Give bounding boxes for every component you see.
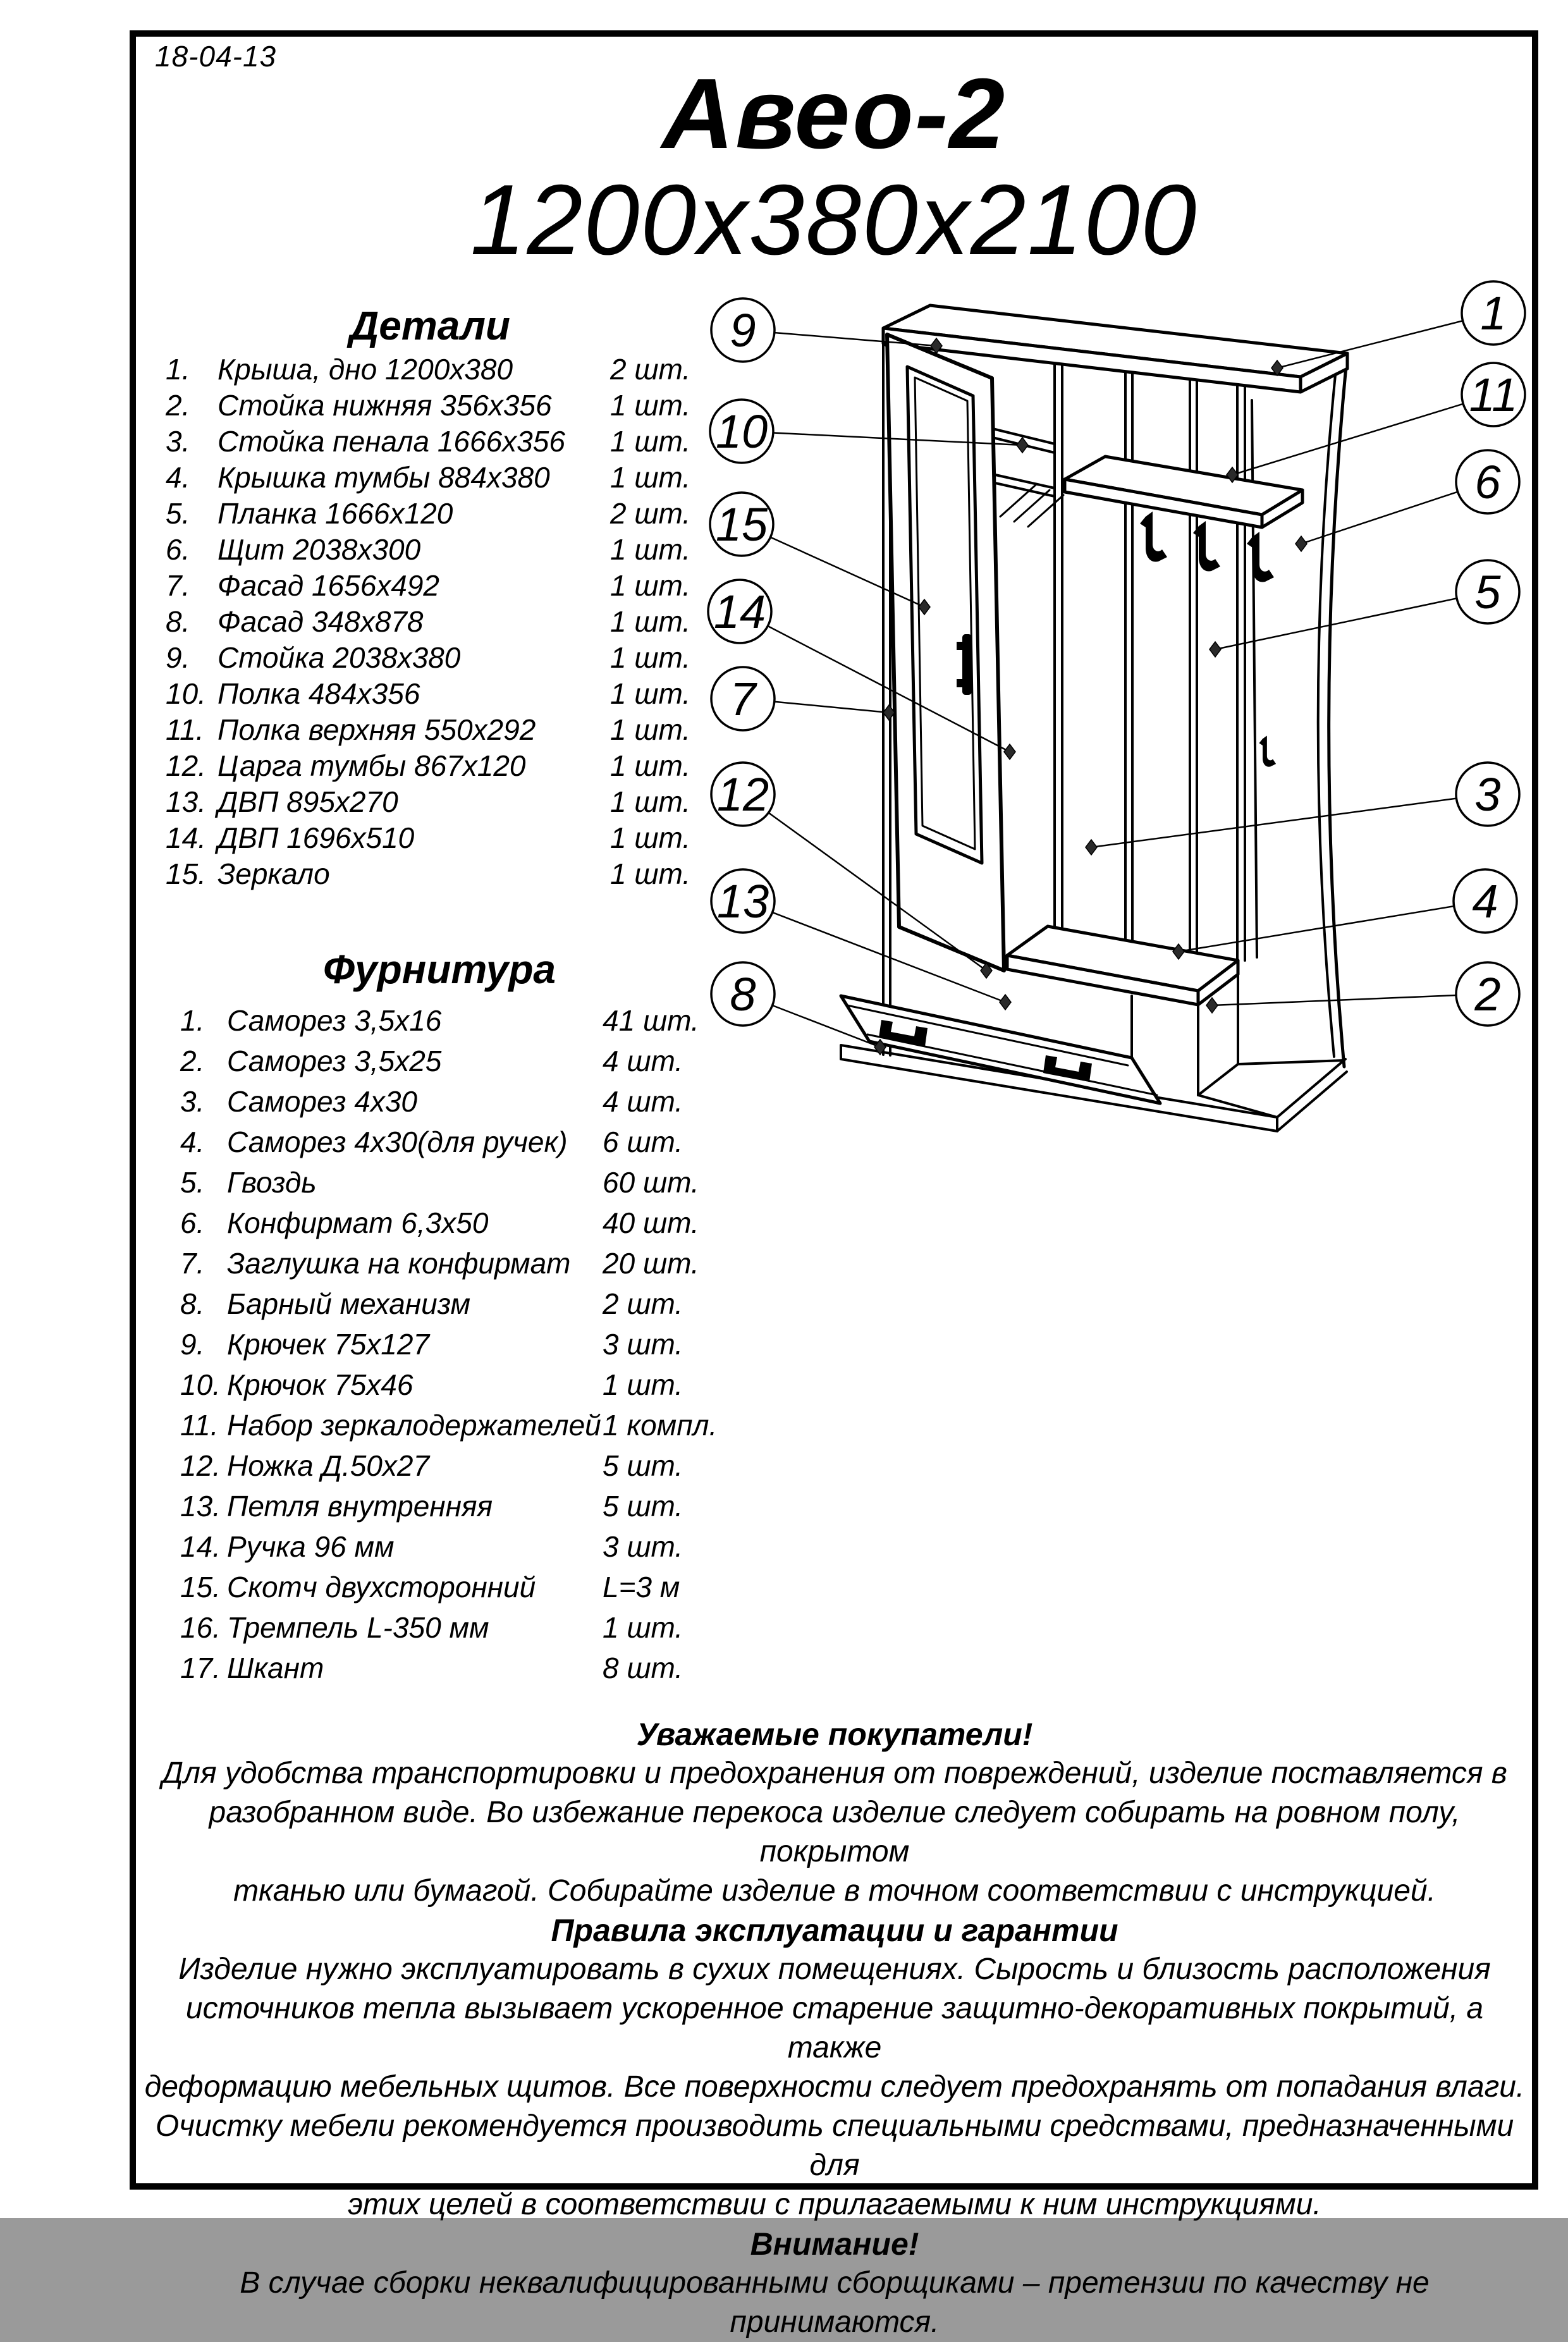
note-line: Изделие нужно эксплуатировать в сухих помещениях. Сырость и близость расположения bbox=[178, 1953, 1491, 1986]
hardware-row bbox=[180, 1243, 711, 1284]
pointer-diamond bbox=[1017, 438, 1028, 453]
parts-row-num: 2. bbox=[166, 389, 190, 422]
parts-row-num: 10. bbox=[166, 677, 206, 710]
callout-number: 11 bbox=[1469, 369, 1518, 421]
parts-row-num: 15. bbox=[166, 857, 206, 890]
furniture-drawing bbox=[689, 262, 1555, 1154]
parts-row-qty: 1 шт. bbox=[610, 605, 691, 638]
leader-line bbox=[1212, 994, 1488, 1005]
callout-number: 2 bbox=[1474, 968, 1501, 1021]
parts-row bbox=[166, 604, 703, 640]
parts-row-num: 9. bbox=[166, 641, 190, 674]
leader-line bbox=[1232, 395, 1493, 475]
hardware-list-heading: Фурнитура bbox=[323, 947, 556, 992]
leader-line bbox=[1215, 592, 1488, 649]
parts-row-qty: 1 шт. bbox=[610, 785, 691, 818]
hardware-row bbox=[180, 1324, 711, 1364]
hardware-row-name: Набор зеркалодержателей bbox=[227, 1409, 601, 1442]
hardware-row-num: 13. bbox=[180, 1490, 221, 1523]
hardware-row-num: 8. bbox=[180, 1287, 205, 1320]
leader-line bbox=[1277, 313, 1493, 368]
callout-number: 6 bbox=[1474, 456, 1501, 508]
hardware-row-qty: 4 шт. bbox=[603, 1045, 683, 1077]
parts-row-qty: 1 шт. bbox=[610, 533, 691, 566]
callout-number: 3 bbox=[1474, 768, 1501, 821]
hardware-row-num: 2. bbox=[180, 1045, 205, 1077]
hardware-row-num: 17. bbox=[180, 1652, 221, 1684]
revision-date: 18-04-13 bbox=[155, 40, 277, 73]
hardware-row-name: Саморез 4х30(для ручек) bbox=[227, 1125, 568, 1158]
note-line: разобранном виде. Во избежание перекоса изделие следует собирать на ровном полу, покрытом bbox=[209, 1796, 1461, 1868]
hardware-row-num: 16. bbox=[180, 1611, 221, 1644]
parts-row-num: 14. bbox=[166, 821, 206, 854]
hardware-row-name: Тремпель L-350 мм bbox=[227, 1611, 489, 1644]
parts-row-num: 11. bbox=[166, 713, 204, 746]
hardware-row-name: Заглушка на конфирмат bbox=[227, 1247, 571, 1280]
parts-row-name: Стойка 2038х380 bbox=[217, 641, 461, 674]
note-heading: Правила эксплуатации и гарантии bbox=[551, 1913, 1118, 1948]
parts-row-name: Крышка тумбы 884х380 bbox=[217, 461, 550, 494]
parts-row-qty: 1 шт. bbox=[610, 425, 691, 458]
hardware-row bbox=[180, 1486, 711, 1526]
parts-row bbox=[166, 568, 703, 604]
callout-number: 15 bbox=[715, 498, 768, 551]
hardware-row-name: Саморез 3,5х16 bbox=[227, 1004, 442, 1037]
hardware-row bbox=[180, 1607, 711, 1648]
parts-row bbox=[166, 820, 703, 856]
callout-number: 13 bbox=[716, 875, 769, 928]
hardware-row-qty: 20 шт. bbox=[603, 1247, 699, 1280]
hardware-row-qty: 1 шт. bbox=[603, 1368, 683, 1401]
parts-list-heading: Детали bbox=[350, 303, 510, 348]
parts-row-qty: 1 шт. bbox=[610, 857, 691, 890]
hardware-row-qty: 40 шт. bbox=[603, 1206, 699, 1239]
hardware-row-name: Ручка 96 мм bbox=[227, 1530, 395, 1563]
callout-number: 7 bbox=[730, 673, 756, 725]
hardware-row bbox=[180, 1445, 711, 1486]
parts-row bbox=[166, 784, 703, 820]
parts-row-name: Стойка нижняя 356х356 bbox=[217, 389, 552, 422]
note-line: Очистку мебели рекомендуется производить специальными средствами, предназначенными для bbox=[155, 2109, 1514, 2182]
parts-row bbox=[166, 640, 703, 676]
pointer-diamond bbox=[1086, 840, 1097, 855]
cabinet-stile-lines bbox=[1055, 359, 1062, 954]
hardware-list bbox=[180, 1000, 718, 1688]
parts-row-qty: 1 шт. bbox=[610, 821, 691, 854]
hardware-row-num: 12. bbox=[180, 1449, 221, 1482]
parts-row-name: Щит 2038х300 bbox=[217, 533, 421, 566]
parts-row-num: 12. bbox=[166, 749, 206, 782]
hardware-row-qty: 5 шт. bbox=[603, 1449, 683, 1482]
parts-row-num: 4. bbox=[166, 461, 190, 494]
hardware-row-qty: 41 шт. bbox=[603, 1004, 699, 1037]
parts-row-name: Царга тумбы 867х120 bbox=[217, 749, 526, 782]
hardware-row-name: Гвоздь bbox=[227, 1166, 317, 1199]
hardware-row-num: 7. bbox=[180, 1247, 205, 1280]
parts-row-num: 7. bbox=[166, 569, 190, 602]
hardware-row bbox=[180, 1364, 711, 1405]
parts-row-name: Полка 484х356 bbox=[217, 677, 420, 710]
note-line: В случае сборки неквалифицированными сборщиками – претензии по качеству не принимаются. bbox=[240, 2266, 1430, 2339]
hardware-row-qty: 60 шт. bbox=[603, 1166, 699, 1199]
parts-row bbox=[166, 424, 703, 460]
parts-row-qty: 1 шт. bbox=[610, 749, 691, 782]
pointer-diamond bbox=[1210, 642, 1221, 657]
parts-row-num: 5. bbox=[166, 497, 190, 530]
parts-row bbox=[166, 676, 703, 712]
parts-row-qty: 1 шт. bbox=[610, 389, 691, 422]
wardrobe-art bbox=[841, 305, 1347, 1131]
parts-row-name: Фасад 348х878 bbox=[217, 605, 424, 638]
hardware-row-name: Шкант bbox=[227, 1652, 324, 1684]
hardware-row-name: Конфирмат 6,3х50 bbox=[227, 1206, 489, 1239]
small-hook-icon bbox=[1259, 735, 1276, 766]
parts-row bbox=[166, 532, 703, 568]
hardware-row-name: Ножка Д.50х27 bbox=[227, 1449, 430, 1482]
leader-line bbox=[1091, 794, 1488, 847]
parts-row bbox=[166, 496, 703, 532]
parts-row bbox=[166, 352, 703, 388]
hardware-row-name: Барный механизм bbox=[227, 1287, 471, 1320]
hardware-row-qty: 3 шт. bbox=[603, 1530, 683, 1563]
note-line: источников тепла вызывает ускоренное старение защитно-декоративных покрытий, а также bbox=[185, 1992, 1484, 2064]
parts-row-qty: 2 шт. bbox=[610, 497, 691, 530]
hardware-row bbox=[180, 1081, 711, 1122]
hardware-row-num: 6. bbox=[180, 1206, 205, 1239]
parts-row-name: ДВП 1696х510 bbox=[217, 821, 415, 854]
note-line: этих целей в соответствии с прилагаемыми к ним инструкциями. bbox=[348, 2188, 1321, 2221]
callout-number: 4 bbox=[1472, 875, 1498, 928]
hardware-row bbox=[180, 1405, 718, 1445]
note-heading: Внимание! bbox=[750, 2226, 919, 2262]
hardware-row-num: 1. bbox=[180, 1004, 205, 1037]
parts-row-qty: 2 шт. bbox=[610, 353, 691, 386]
hardware-row bbox=[180, 1041, 711, 1081]
hardware-row-num: 14. bbox=[180, 1530, 221, 1563]
pointer-diamond bbox=[1000, 995, 1011, 1010]
mirror-door bbox=[887, 334, 1004, 971]
upper-shelf bbox=[1065, 457, 1302, 527]
hardware-row bbox=[180, 1648, 711, 1688]
callout-number: 1 bbox=[1480, 287, 1507, 340]
coat-hook-icon bbox=[1247, 532, 1274, 582]
hardware-row-num: 5. bbox=[180, 1166, 205, 1199]
hardware-row-name: Скотч двухсторонний bbox=[227, 1571, 536, 1603]
product-title: Авео-2 bbox=[661, 58, 1007, 169]
hardware-row-name: Крючок 75х46 bbox=[227, 1368, 413, 1401]
parts-row-qty: 1 шт. bbox=[610, 461, 691, 494]
parts-row-name: Стойка пенала 1666х356 bbox=[217, 425, 565, 458]
note-line: Для удобства транспортировки и предохранения от повреждений, изделие поставляется в bbox=[162, 1756, 1507, 1790]
hardware-row-name: Саморез 4х30 bbox=[227, 1085, 417, 1118]
panel-strips bbox=[1125, 372, 1245, 960]
flip-door bbox=[841, 996, 1160, 1103]
parts-row bbox=[166, 388, 703, 424]
parts-row-name: Зеркало bbox=[217, 857, 330, 890]
hardware-row-num: 15. bbox=[180, 1571, 221, 1603]
parts-row bbox=[166, 460, 703, 496]
hardware-row-num: 10. bbox=[180, 1368, 221, 1401]
callout-number: 12 bbox=[716, 768, 769, 821]
hardware-row bbox=[180, 1526, 711, 1567]
hardware-row bbox=[180, 1000, 711, 1041]
hardware-row bbox=[180, 1122, 711, 1162]
parts-row bbox=[166, 856, 703, 892]
parts-row-name: Полка верхняя 550х292 bbox=[217, 713, 536, 746]
hardware-row-num: 11. bbox=[180, 1409, 219, 1442]
hardware-row-qty: 3 шт. bbox=[603, 1328, 683, 1361]
shoe-cabinet-top bbox=[1007, 926, 1238, 1005]
parts-row-num: 1. bbox=[166, 353, 190, 386]
note-line: тканью или бумагой. Собирайте изделие в точном соответствии с инструкцией. bbox=[233, 1874, 1436, 1908]
side-panel-inner-curve bbox=[1318, 369, 1336, 1057]
hardware-row bbox=[180, 1162, 711, 1203]
hardware-row-name: Петля внутренняя bbox=[227, 1490, 493, 1523]
parts-row-num: 13. bbox=[166, 785, 206, 818]
parts-row-num: 3. bbox=[166, 425, 190, 458]
hardware-row-name: Крючек 75х127 bbox=[227, 1328, 430, 1361]
hardware-row-name: Саморез 3,5х25 bbox=[227, 1045, 442, 1077]
parts-row-qty: 1 шт. bbox=[610, 569, 691, 602]
coat-hook-icon bbox=[1140, 512, 1167, 562]
note-line: деформацию мебельных щитов. Все поверхности следует предохранять от попадания влаги. bbox=[144, 2070, 1525, 2104]
parts-row-name: Крыша, дно 1200х380 bbox=[217, 353, 513, 386]
callout-number: 9 bbox=[730, 304, 756, 357]
parts-row-num: 6. bbox=[166, 533, 190, 566]
hardware-row bbox=[180, 1203, 711, 1243]
hardware-row bbox=[180, 1284, 711, 1324]
parts-row bbox=[166, 748, 703, 784]
callout-number: 10 bbox=[715, 405, 768, 458]
hardware-row-qty: 4 шт. bbox=[603, 1085, 683, 1118]
customer-notes bbox=[138, 1715, 1531, 2342]
hardware-row-qty: 5 шт. bbox=[603, 1490, 683, 1523]
parts-row bbox=[166, 712, 703, 748]
hardware-row-qty: 1 шт. bbox=[603, 1611, 683, 1644]
parts-row-num: 8. bbox=[166, 605, 190, 638]
door-handle-icon bbox=[962, 634, 972, 695]
hardware-row-num: 3. bbox=[180, 1085, 205, 1118]
hardware-row-qty: 1 компл. bbox=[603, 1409, 718, 1442]
product-dimensions: 1200х380х2100 bbox=[470, 164, 1198, 276]
side-panel-outer-curve bbox=[1329, 353, 1347, 1067]
parts-row-name: ДВП 895х270 bbox=[217, 785, 398, 818]
callout-number: 8 bbox=[730, 968, 756, 1021]
callout-number: 14 bbox=[713, 586, 766, 638]
parts-row-qty: 1 шт. bbox=[610, 677, 691, 710]
pointer-diamond bbox=[1004, 744, 1015, 759]
hardware-row-num: 9. bbox=[180, 1328, 205, 1361]
pointer-diamond bbox=[1206, 998, 1218, 1013]
parts-row-name: Фасад 1656х492 bbox=[217, 569, 440, 602]
hardware-row-qty: L=3 м bbox=[603, 1571, 680, 1603]
parts-list bbox=[166, 352, 703, 892]
parts-row-qty: 1 шт. bbox=[610, 641, 691, 674]
parts-row-name: Планка 1666х120 bbox=[217, 497, 453, 530]
hardware-row-qty: 8 шт. bbox=[603, 1652, 683, 1684]
callout-number: 5 bbox=[1474, 566, 1501, 618]
hardware-row-num: 4. bbox=[180, 1125, 205, 1158]
parts-row-qty: 1 шт. bbox=[610, 713, 691, 746]
hardware-row-qty: 6 шт. bbox=[603, 1125, 683, 1158]
hardware-row bbox=[180, 1567, 711, 1607]
hardware-row-qty: 2 шт. bbox=[603, 1287, 683, 1320]
note-heading: Уважаемые покупатели! bbox=[636, 1717, 1033, 1752]
pointer-diamond bbox=[1295, 536, 1307, 551]
